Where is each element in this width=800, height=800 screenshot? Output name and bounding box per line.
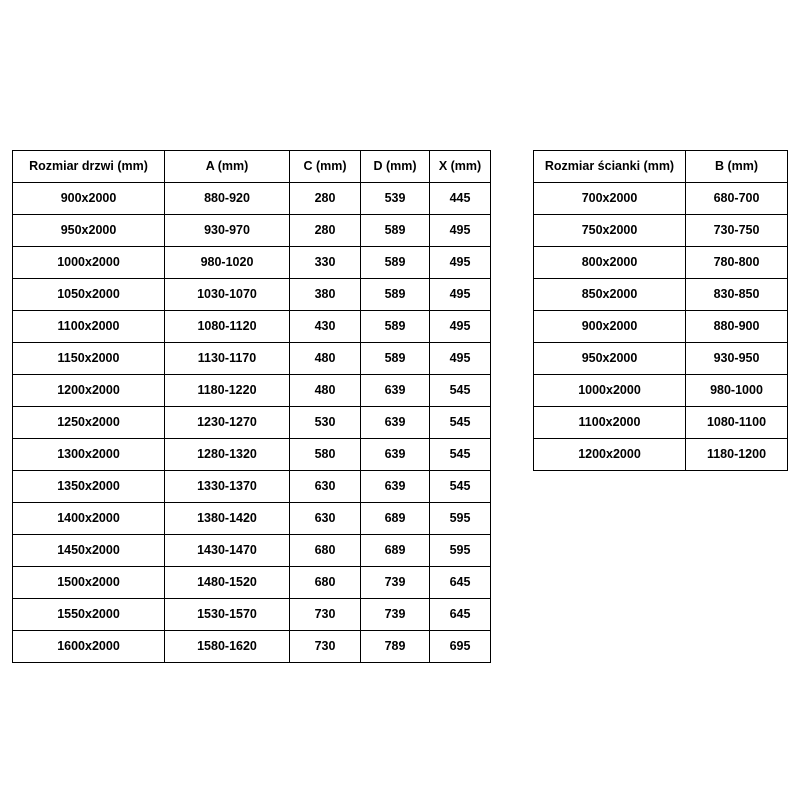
cell-x: 495 bbox=[430, 279, 491, 311]
cell-d: 589 bbox=[361, 279, 430, 311]
cell-wall-size: 800x2000 bbox=[534, 247, 686, 279]
doors-table-body bbox=[13, 183, 491, 663]
table-row bbox=[13, 599, 491, 631]
table-row bbox=[534, 407, 788, 439]
cell-x: 495 bbox=[430, 247, 491, 279]
cell-wall-size: 700x2000 bbox=[534, 183, 686, 215]
cell-b: 730-750 bbox=[686, 215, 788, 247]
table-row bbox=[534, 279, 788, 311]
table-row bbox=[534, 375, 788, 407]
table-row bbox=[13, 407, 491, 439]
column-header-wall-size: Rozmiar ścianki (mm) bbox=[534, 151, 686, 183]
cell-d: 789 bbox=[361, 631, 430, 663]
cell-d: 689 bbox=[361, 535, 430, 567]
cell-a: 930-970 bbox=[165, 215, 290, 247]
cell-door-size: 900x2000 bbox=[13, 183, 165, 215]
cell-a: 1080-1120 bbox=[165, 311, 290, 343]
cell-c: 680 bbox=[290, 535, 361, 567]
table-row bbox=[13, 279, 491, 311]
cell-d: 639 bbox=[361, 407, 430, 439]
cell-c: 280 bbox=[290, 183, 361, 215]
cell-c: 630 bbox=[290, 503, 361, 535]
table-row bbox=[13, 311, 491, 343]
cell-door-size: 1100x2000 bbox=[13, 311, 165, 343]
cell-a: 1430-1470 bbox=[165, 535, 290, 567]
wall-specification-table bbox=[533, 150, 788, 471]
table-row bbox=[534, 311, 788, 343]
cell-d: 589 bbox=[361, 215, 430, 247]
column-header-a: A (mm) bbox=[165, 151, 290, 183]
cell-wall-size: 750x2000 bbox=[534, 215, 686, 247]
cell-x: 695 bbox=[430, 631, 491, 663]
cell-b: 1080-1100 bbox=[686, 407, 788, 439]
column-header-d: D (mm) bbox=[361, 151, 430, 183]
cell-wall-size: 900x2000 bbox=[534, 311, 686, 343]
table-row bbox=[13, 343, 491, 375]
table-header-row bbox=[534, 151, 788, 183]
cell-a: 1380-1420 bbox=[165, 503, 290, 535]
table-row bbox=[13, 439, 491, 471]
table-header-row bbox=[13, 151, 491, 183]
cell-c: 730 bbox=[290, 631, 361, 663]
cell-wall-size: 850x2000 bbox=[534, 279, 686, 311]
cell-b: 880-900 bbox=[686, 311, 788, 343]
cell-door-size: 1050x2000 bbox=[13, 279, 165, 311]
cell-door-size: 1450x2000 bbox=[13, 535, 165, 567]
cell-a: 1230-1270 bbox=[165, 407, 290, 439]
cell-wall-size: 950x2000 bbox=[534, 343, 686, 375]
cell-door-size: 1250x2000 bbox=[13, 407, 165, 439]
cell-c: 380 bbox=[290, 279, 361, 311]
table-row bbox=[13, 471, 491, 503]
cell-a: 1180-1220 bbox=[165, 375, 290, 407]
cell-wall-size: 1000x2000 bbox=[534, 375, 686, 407]
cell-c: 580 bbox=[290, 439, 361, 471]
cell-c: 430 bbox=[290, 311, 361, 343]
cell-b: 1180-1200 bbox=[686, 439, 788, 471]
cell-a: 1030-1070 bbox=[165, 279, 290, 311]
table-row bbox=[13, 503, 491, 535]
cell-wall-size: 1200x2000 bbox=[534, 439, 686, 471]
cell-x: 545 bbox=[430, 407, 491, 439]
cell-door-size: 1000x2000 bbox=[13, 247, 165, 279]
cell-x: 645 bbox=[430, 599, 491, 631]
cell-x: 595 bbox=[430, 503, 491, 535]
cell-x: 595 bbox=[430, 535, 491, 567]
cell-a: 1130-1170 bbox=[165, 343, 290, 375]
cell-d: 539 bbox=[361, 183, 430, 215]
cell-d: 639 bbox=[361, 471, 430, 503]
cell-b: 930-950 bbox=[686, 343, 788, 375]
table-row bbox=[534, 183, 788, 215]
cell-door-size: 1200x2000 bbox=[13, 375, 165, 407]
cell-x: 545 bbox=[430, 439, 491, 471]
cell-b: 980-1000 bbox=[686, 375, 788, 407]
cell-d: 639 bbox=[361, 439, 430, 471]
cell-a: 880-920 bbox=[165, 183, 290, 215]
cell-x: 495 bbox=[430, 215, 491, 247]
cell-d: 639 bbox=[361, 375, 430, 407]
cell-a: 1280-1320 bbox=[165, 439, 290, 471]
cell-x: 495 bbox=[430, 311, 491, 343]
cell-a: 1530-1570 bbox=[165, 599, 290, 631]
cell-d: 689 bbox=[361, 503, 430, 535]
table-row bbox=[13, 567, 491, 599]
cell-c: 730 bbox=[290, 599, 361, 631]
cell-door-size: 1600x2000 bbox=[13, 631, 165, 663]
table-row bbox=[13, 247, 491, 279]
cell-b: 780-800 bbox=[686, 247, 788, 279]
cell-c: 530 bbox=[290, 407, 361, 439]
cell-d: 589 bbox=[361, 247, 430, 279]
cell-door-size: 1500x2000 bbox=[13, 567, 165, 599]
cell-c: 680 bbox=[290, 567, 361, 599]
cell-c: 480 bbox=[290, 375, 361, 407]
cell-c: 280 bbox=[290, 215, 361, 247]
cell-c: 630 bbox=[290, 471, 361, 503]
table-row bbox=[13, 375, 491, 407]
cell-d: 589 bbox=[361, 343, 430, 375]
column-header-b: B (mm) bbox=[686, 151, 788, 183]
cell-b: 680-700 bbox=[686, 183, 788, 215]
doors-specification-table bbox=[12, 150, 491, 663]
cell-a: 1330-1370 bbox=[165, 471, 290, 503]
cell-door-size: 1150x2000 bbox=[13, 343, 165, 375]
cell-door-size: 950x2000 bbox=[13, 215, 165, 247]
table-row bbox=[13, 535, 491, 567]
cell-x: 545 bbox=[430, 375, 491, 407]
column-header-x: X (mm) bbox=[430, 151, 491, 183]
column-header-c: C (mm) bbox=[290, 151, 361, 183]
table-row bbox=[13, 215, 491, 247]
cell-door-size: 1300x2000 bbox=[13, 439, 165, 471]
cell-door-size: 1350x2000 bbox=[13, 471, 165, 503]
wall-table-body bbox=[534, 183, 788, 471]
cell-c: 330 bbox=[290, 247, 361, 279]
cell-a: 1580-1620 bbox=[165, 631, 290, 663]
cell-d: 739 bbox=[361, 599, 430, 631]
cell-a: 1480-1520 bbox=[165, 567, 290, 599]
cell-c: 480 bbox=[290, 343, 361, 375]
cell-d: 739 bbox=[361, 567, 430, 599]
cell-door-size: 1550x2000 bbox=[13, 599, 165, 631]
doors-table-header bbox=[13, 151, 491, 183]
table-row bbox=[534, 215, 788, 247]
table-row bbox=[13, 183, 491, 215]
cell-x: 445 bbox=[430, 183, 491, 215]
cell-door-size: 1400x2000 bbox=[13, 503, 165, 535]
table-row bbox=[534, 247, 788, 279]
cell-x: 645 bbox=[430, 567, 491, 599]
table-row bbox=[13, 631, 491, 663]
cell-d: 589 bbox=[361, 311, 430, 343]
table-row bbox=[534, 439, 788, 471]
table-row bbox=[534, 343, 788, 375]
cell-a: 980-1020 bbox=[165, 247, 290, 279]
column-header-door-size: Rozmiar drzwi (mm) bbox=[13, 151, 165, 183]
wall-table-header bbox=[534, 151, 788, 183]
cell-x: 545 bbox=[430, 471, 491, 503]
cell-wall-size: 1100x2000 bbox=[534, 407, 686, 439]
cell-b: 830-850 bbox=[686, 279, 788, 311]
cell-x: 495 bbox=[430, 343, 491, 375]
